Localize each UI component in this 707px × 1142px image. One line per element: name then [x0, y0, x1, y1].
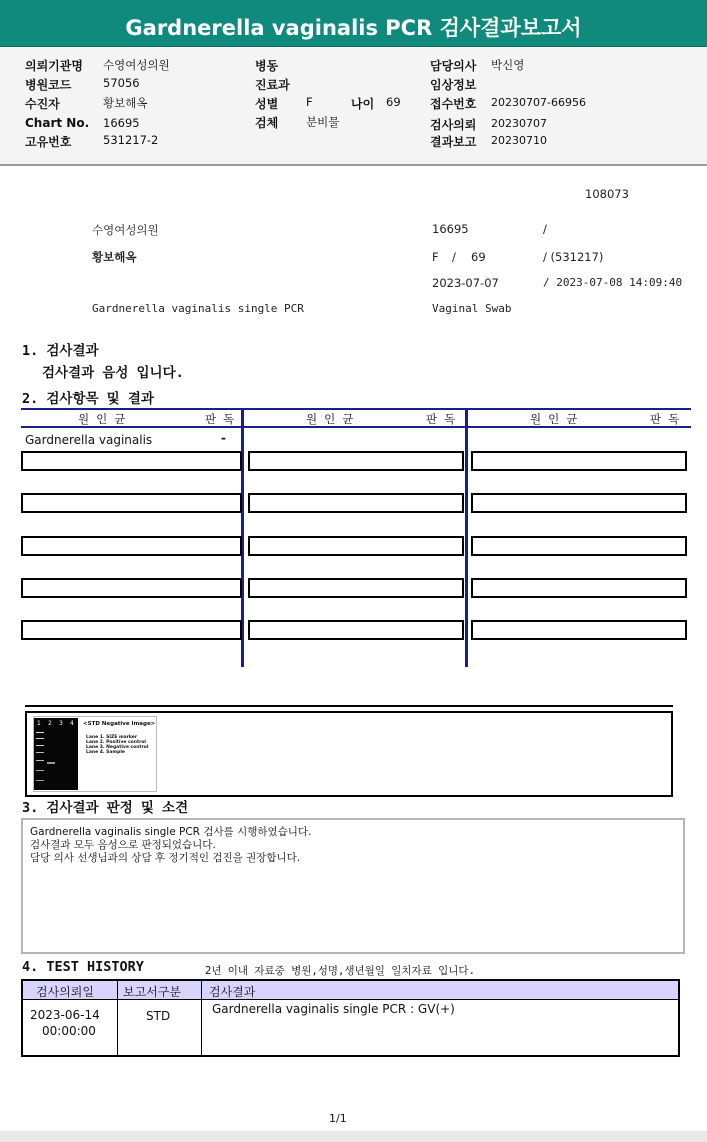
section1-result: 검사결과 음성 입니다. [42, 365, 184, 381]
history-row-type: STD [146, 1009, 171, 1023]
result-cell [21, 493, 242, 513]
pathogen-result: - [221, 431, 226, 445]
result-cell [248, 536, 464, 556]
request-date-value: 20230707 [491, 117, 547, 130]
result-cell [21, 578, 242, 598]
gel-lane-number: 3 [59, 720, 63, 727]
grid-top-rule [21, 408, 691, 410]
ward-label: 병동 [255, 59, 279, 73]
history-header-result: 검사결과 [209, 985, 256, 999]
sex-value: F [306, 95, 313, 109]
grid-divider-2 [465, 408, 468, 667]
pathogen-name: Gardnerella vaginalis [25, 433, 153, 447]
unique-number-value: 531217-2 [103, 133, 159, 147]
request-date-label: 검사의뢰 [430, 118, 477, 132]
result-cell [471, 536, 687, 556]
col1-judgement-header: 판독 [205, 412, 242, 426]
section3-title: 3. 검사결과 판정 및 소견 [22, 800, 189, 816]
section1-title: 1. 검사결과 [22, 343, 99, 359]
gel-lane-number: 2 [48, 720, 52, 727]
gel-electrophoresis-image [34, 718, 78, 790]
history-header-type: 보고서구분 [123, 985, 181, 999]
page-number: 1/1 [329, 1112, 347, 1125]
receipt-number-label: 접수번호 [430, 97, 477, 111]
gel-image-title: <STD Negative Image> [83, 721, 156, 727]
result-cell [471, 493, 687, 513]
col3-judgement-header: 판독 [650, 412, 687, 426]
result-cell [248, 620, 464, 640]
col2-pathogen-header: 원인균 [306, 412, 361, 426]
result-cell [21, 536, 242, 556]
opinion-line: Gardnerella vaginalis single PCR 검사를 시행하였습니다. [30, 826, 312, 838]
opinion-line: 검사결과 모두 음성으로 판정되었습니다. [30, 839, 216, 851]
section2-title: 2. 검사항목 및 결과 [22, 391, 154, 407]
age-value: 69 [386, 95, 401, 109]
hospital-code-label: 병원코드 [25, 78, 72, 92]
summary-request-date: 2023-07-07 [432, 276, 499, 290]
result-cell [471, 620, 687, 640]
chart-label: Chart No. [25, 116, 90, 130]
institution-label: 의뢰기관명 [25, 59, 83, 73]
summary-chart: 16695 [432, 222, 469, 236]
specimen-label: 검체 [255, 116, 279, 130]
section4-title: 4. TEST HISTORY [22, 959, 144, 975]
summary-age: 69 [471, 250, 486, 264]
sex-label: 성별 [255, 97, 279, 111]
doctor-value: 박신영 [491, 58, 525, 72]
report-date-value: 20230710 [491, 134, 547, 147]
col2-judgement-header: 판독 [426, 412, 463, 426]
patient-value: 황보해옥 [103, 96, 148, 110]
summary-slash: / [543, 222, 547, 236]
result-cell [248, 493, 464, 513]
result-cell [471, 451, 687, 471]
chart-value: 16695 [103, 116, 140, 130]
history-header-date: 검사의뢰일 [36, 985, 94, 999]
receipt-number-value: 20230707-66956 [491, 96, 586, 109]
history-note: 2년 이내 자료중 병원,성명,생년월일 일치자료 입니다. [205, 965, 475, 977]
report-date-label: 결과보고 [430, 135, 477, 149]
gel-legend-line: Lane 3. Negative control [86, 745, 149, 750]
gel-section-rule [25, 705, 673, 707]
summary-sex: F [432, 250, 439, 264]
clinical-info-label: 임상정보 [430, 78, 477, 92]
summary-test-name: Gardnerella vaginalis single PCR [92, 302, 304, 315]
institution-value: 수영여성의원 [103, 58, 170, 72]
gel-legend-line: Lane 4. Sample [86, 750, 125, 755]
result-cell [471, 578, 687, 598]
result-cell [21, 451, 242, 471]
report-title: Gardnerella vaginalis PCR 검사결과보고서 [125, 16, 582, 40]
history-row-time: 00:00:00 [42, 1024, 96, 1038]
opinion-line: 담당 의사 선생님과의 상담 후 정기적인 검진을 권장합니다. [30, 852, 301, 864]
history-table-header [23, 981, 678, 1000]
gel-lane-number: 1 [37, 720, 41, 727]
history-col-divider [201, 981, 202, 1055]
summary-report-datetime: / 2023-07-08 14:09:40 [543, 276, 683, 289]
result-cell [21, 620, 242, 640]
footer-bar [0, 1131, 707, 1142]
unique-number-label: 고유번호 [25, 135, 72, 149]
gel-legend-line: Lane 2. Positive control [86, 740, 146, 745]
age-label: 나이 [351, 97, 375, 111]
summary-sex-age-slash: / [452, 250, 456, 264]
doctor-label: 담당의사 [430, 59, 477, 73]
result-cell [248, 451, 464, 471]
patient-label: 수진자 [25, 97, 60, 111]
specimen-value: 분비물 [306, 115, 340, 129]
summary-patient: 황보해옥 [92, 250, 137, 264]
history-row-result: Gardnerella vaginalis single PCR : GV(+) [212, 1002, 455, 1016]
history-col-divider [117, 981, 118, 1055]
hospital-code-value: 57056 [103, 76, 140, 90]
summary-birth: / (531217) [543, 250, 604, 264]
department-label: 진료과 [255, 78, 290, 92]
summary-institution: 수영여성의원 [92, 223, 159, 237]
gel-lane-number: 4 [70, 720, 74, 727]
col1-pathogen-header: 원인균 [78, 412, 133, 426]
col3-pathogen-header: 원인균 [530, 412, 585, 426]
history-row-date: 2023-06-14 [30, 1008, 100, 1022]
result-cell [248, 578, 464, 598]
summary-specimen: Vaginal Swab [432, 302, 512, 315]
document-number: 108073 [585, 187, 629, 201]
gel-legend-line: Lane 1. SIZE marker [86, 735, 138, 740]
